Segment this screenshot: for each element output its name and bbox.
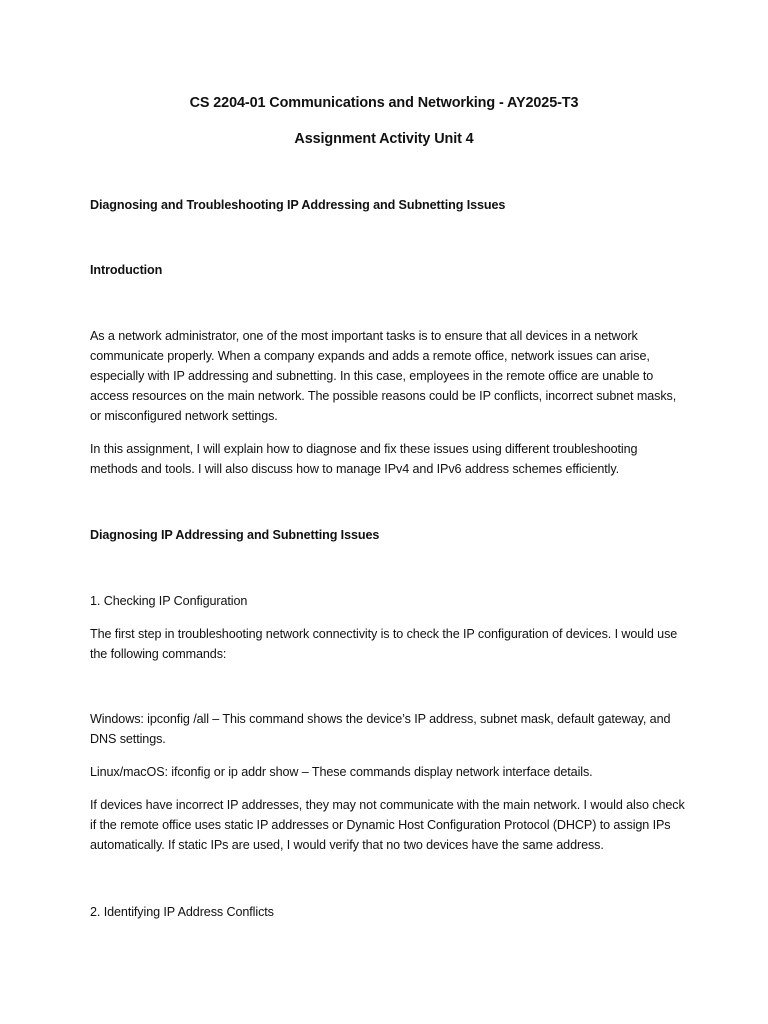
introduction-heading: Introduction — [90, 263, 163, 277]
introduction-paragraph-1: As a network administrator, one of the most important tasks is to ensure that all devices in a network communicate properly. When a company expands and adds a remote office, network issues can arise, especially with IP addressing and subnetting. In this case, employees in the remote office are unable to access resources on the main network. The possible reasons could be IP conflicts, incorrect subnet masks, or misconfigured network settings. — [90, 329, 677, 423]
topic-heading: Diagnosing and Troubleshooting IP Addressing and Subnetting Issues — [90, 198, 506, 212]
document-title: CS 2204-01 Communications and Networking - AY2025-T3 — [189, 95, 579, 111]
step-2-heading: 2. Identifying IP Address Conflicts — [90, 905, 274, 919]
linux-command-paragraph: Linux/macOS: ifconfig or ip addr show – These commands display network interface details. — [90, 765, 593, 779]
windows-command-paragraph: Windows: ipconfig /all – This command shows the device’s IP address, subnet mask, default gateway, and DNS settings. — [90, 712, 671, 746]
document-subtitle: Assignment Activity Unit 4 — [294, 131, 474, 147]
section-heading-diagnosing: Diagnosing IP Addressing and Subnetting Issues — [90, 528, 380, 542]
step-1-heading: 1. Checking IP Configuration — [90, 594, 248, 608]
step-1-paragraph: The first step in troubleshooting network connectivity is to check the IP configuration of devices. I would use the following commands: — [90, 627, 678, 661]
introduction-paragraph-2: In this assignment, I will explain how to diagnose and fix these issues using different troubleshooting methods and tools. I will also discuss how to manage IPv4 and IPv6 address schemes efficiently. — [90, 442, 638, 476]
static-ip-paragraph: If devices have incorrect IP addresses, they may not communicate with the main network. I would also check if the remote office uses static IP addresses or Dynamic Host Configuration Protocol (DHCP) to assign IPs automatically. If static IPs are used, I would verify that no two devices have the same address. — [90, 798, 685, 852]
